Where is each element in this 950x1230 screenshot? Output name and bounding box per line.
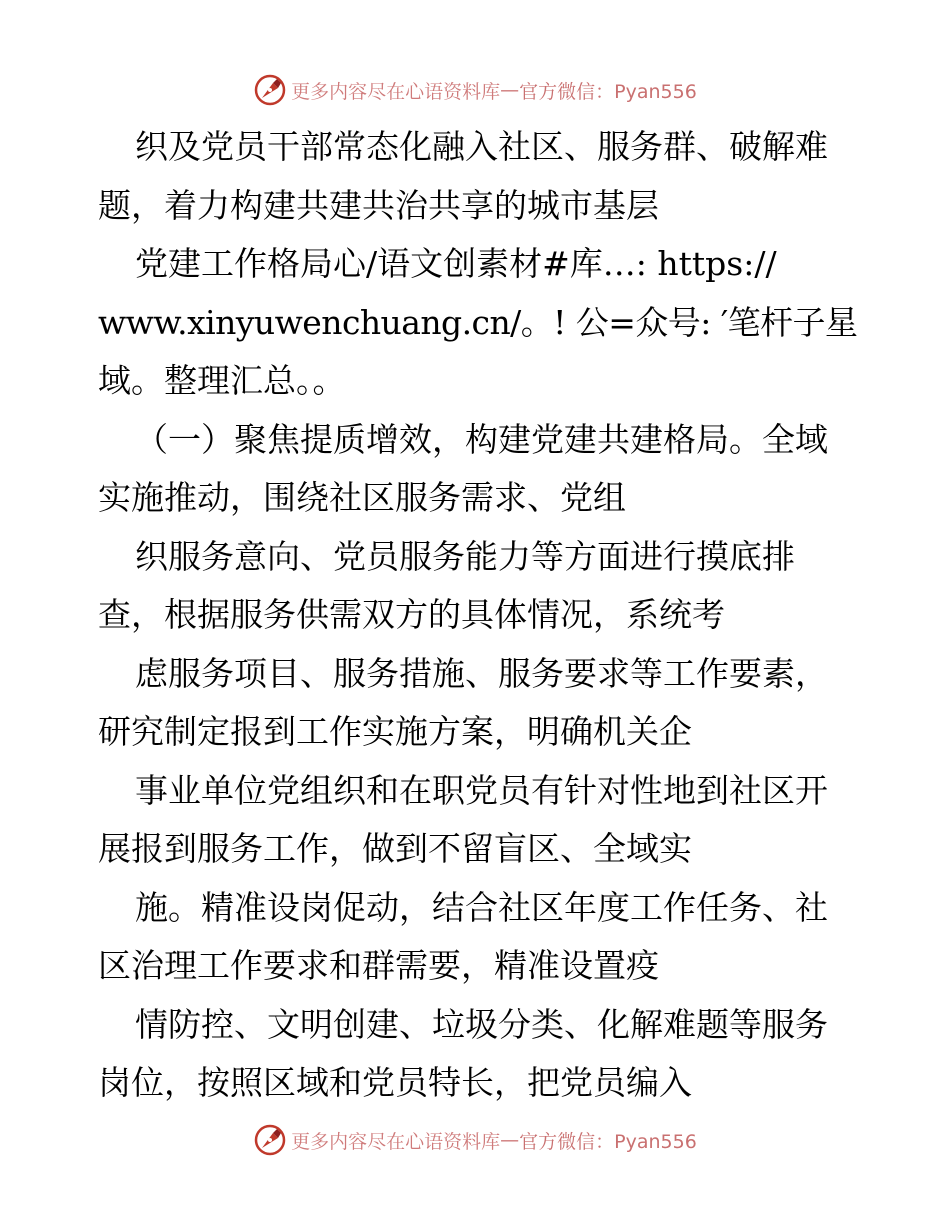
text-line-11: 研究制定报到工作实施方案，明确机关企 — [98, 712, 692, 751]
text-line-14: 施。精准设岗促动，结合社区年度工作任务、社 — [135, 887, 828, 927]
text-line-2: 题，着力构建共建共治共享的城市基层 — [98, 185, 659, 225]
text-line-7: 实施推动，围绕社区服务需求、党组 — [98, 478, 626, 517]
pen-nib-logo-icon — [253, 1123, 287, 1157]
banner-wechat: 官方微信：Pyan556 — [519, 80, 697, 103]
document-body — [98, 118, 858, 1113]
banner-text: 更多内容尽在心语资料库 — [291, 1130, 501, 1153]
pen-nib-logo-icon — [253, 73, 287, 107]
text-line-15: 区治理工作要求和群需要，精准设置疫 — [98, 946, 659, 985]
banner-wechat: 官方微信：Pyan556 — [519, 1130, 697, 1153]
banner-dash: — — [500, 79, 520, 101]
text-line-10: 虑服务项目、服务措施、服务要求等工作要素， — [135, 653, 828, 693]
text-line-1: 织及党员干部常态化融入社区、服务群、破解难 — [135, 127, 828, 166]
banner-text: 更多内容尽在心语资料库 — [291, 80, 501, 103]
text-line-16: 情防控、文明创建、垃圾分类、化解难题等服务 — [135, 1004, 828, 1044]
header-watermark-banner — [0, 68, 950, 112]
text-line-3: 党建工作格局心/语文创素材#库…: https:// — [135, 244, 777, 283]
text-line-12: 事业单位党组织和在职党员有针对性地到社区开 — [135, 770, 828, 810]
text-line-5: 域。整理汇总。。 — [98, 361, 346, 400]
footer-watermark-banner — [0, 1118, 950, 1162]
text-line-17: 岗位，按照区域和党员特长，把党员编入 — [98, 1063, 692, 1102]
banner-dash: — — [500, 1129, 520, 1151]
text-line-6: （一）聚焦提质增效，构建党建共建格局。全域 — [135, 419, 828, 459]
text-line-8: 织服务意向、党员服务能力等方面进行摸底排 — [135, 536, 795, 576]
text-line-13: 展报到服务工作，做到不留盲区、全域实 — [98, 829, 692, 868]
text-line-9: 查，根据服务供需双方的具体情况，系统考 — [98, 595, 725, 634]
text-line-4: www.xinyuwenchuang.cn/。! 公=众号: ′笔杆子星 — [98, 302, 858, 342]
